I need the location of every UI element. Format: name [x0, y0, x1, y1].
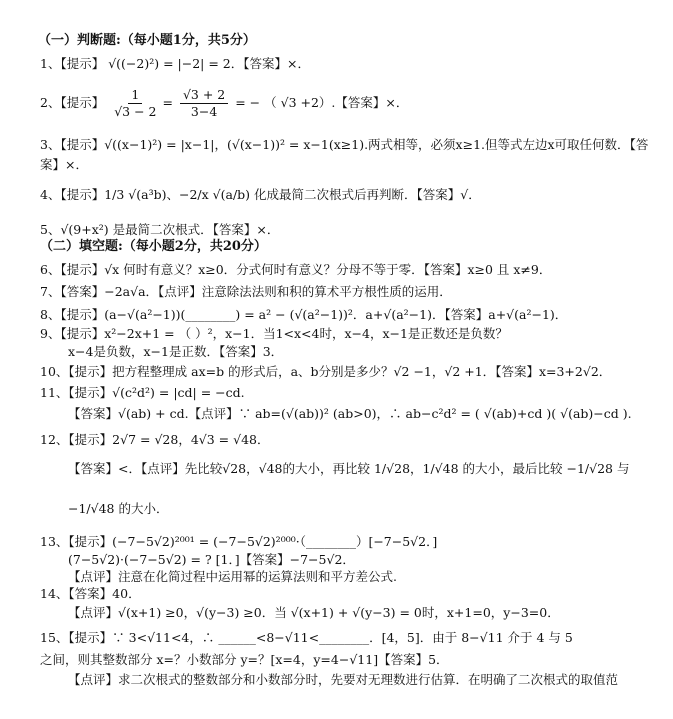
answer-value: √(ab) + cd. — [118, 406, 189, 421]
answer-label: 【答案】 — [218, 344, 263, 359]
q-number: 3、 — [40, 137, 61, 152]
fraction — [111, 87, 159, 120]
question-13 — [40, 533, 437, 551]
question-4 — [40, 186, 481, 204]
section-title-judgment: （一）判断题:（每小题1分，共5分） — [38, 33, 256, 48]
q2-rest: = − （ √3 +2）. — [235, 95, 336, 110]
q13-text: (−7−5√2)²⁰⁰¹ = (−7−5√2)²⁰⁰⁰·（________）[−7−5√2．] — [112, 534, 438, 549]
answer-value: −2a√a． — [104, 284, 159, 299]
comment-label: 【点评】 — [141, 461, 185, 476]
hint-label: 【提示】 — [60, 95, 105, 110]
q-number: 6、 — [40, 262, 61, 277]
answer-value: ×． — [385, 95, 409, 110]
answer-value: <． — [118, 461, 141, 476]
question-1 — [40, 55, 310, 73]
q6-text: √x 何时有意义？x≥0．分式何时有意义？分母不等于零． — [104, 262, 424, 277]
q15-text: ∵ 3<√11<4，∴ ______<8−√11<________．[4，5]．由于 8−√11 介于 4 与 5 — [112, 630, 573, 645]
q-number: 5、 — [40, 222, 61, 237]
answer-value: a+√(a²−1)． — [488, 307, 568, 322]
q3-text: √((x−1)²) = |x−1|，(√(x−1))² = x−1(x≥1).两式相等，必须x≥1.但等式左边x可取任何数． — [104, 137, 630, 152]
question-10 — [40, 363, 611, 381]
hint-label: 【提示】 — [68, 432, 113, 447]
question-7 — [40, 283, 452, 301]
answer-value: −7−5√2． — [289, 552, 355, 567]
q-number: 13、 — [40, 534, 69, 549]
question-12 — [40, 431, 270, 449]
hint-label: 【提示】 — [60, 307, 105, 322]
numerator: √3 + 2 — [180, 87, 228, 104]
answer-label: 【答案】 — [444, 307, 489, 322]
answer-label: 【答案】 — [239, 552, 290, 567]
answer-value: 5． — [428, 652, 449, 667]
answer-label: 【答案】 — [423, 262, 468, 277]
answer-label: 【答案】 — [416, 187, 461, 202]
answer-label: 【答案】 — [68, 461, 119, 476]
answer-label: 【答案】 — [68, 406, 119, 421]
hint-label: 【提示】 — [68, 364, 113, 379]
q-number: 8、 — [40, 307, 61, 322]
answer-label: 【答案】 — [212, 222, 257, 237]
comment-text: ∵ ab=(√(ab))² (ab>0)，∴ ab−c²d² = ( √(ab)+cd )( √(ab)−cd ). — [238, 406, 632, 421]
answer-value: ×． — [287, 56, 311, 71]
question-8 — [40, 306, 567, 324]
answer-label: 【答案】 — [335, 95, 386, 110]
q-number: 14、 — [40, 586, 69, 601]
hint-label: 【提示】 — [68, 534, 113, 549]
denominator: 3−4 — [190, 104, 218, 119]
question-11 — [40, 384, 245, 402]
answer-value: √． — [460, 187, 481, 202]
q10-text: 把方程整理成 ax=b 的形式后，a、b分别是多少？√2 −1，√2 +1． — [112, 364, 496, 379]
q15-text2: 之间，则其整数部分 x=？小数部分 y=？[x=4，y=4−√11] — [40, 652, 379, 667]
q8-text: (a−√(a²−1))(________) = a² − (√(a²−1))²．a+√(a²−1)． — [104, 307, 445, 322]
hint-label: 【提示】 — [60, 262, 105, 277]
q-number: 10、 — [40, 364, 69, 379]
q-number: 1、 — [40, 56, 61, 71]
answer-value: x≥0 且 x≠9． — [467, 262, 552, 277]
question-3 — [40, 136, 648, 154]
hint-label: 【提示】 — [68, 385, 113, 400]
question-3-cont: 案】×． — [40, 157, 88, 172]
q9-text2: x−4是负数，x−1是正数． — [68, 344, 219, 359]
question-12-cont — [68, 460, 629, 478]
answer-label: 【答案】 — [495, 364, 539, 379]
question-13-cont — [68, 551, 355, 569]
hint-label: 【提示】 — [68, 630, 113, 645]
denominator: √3 − 2 — [114, 104, 157, 119]
section-title-fill-blank: （二）填空题:（每小题2分，共20分） — [40, 239, 267, 254]
q-number: 15、 — [40, 630, 69, 645]
comment-text: 求二次根式的整数部分和小数部分时，先要对无理数进行估算．在明确了二次根式的取值范 — [118, 672, 619, 687]
question-14 — [40, 585, 141, 603]
question-5 — [40, 221, 279, 239]
question-15-cont — [40, 651, 449, 669]
comment-label: 【点评】 — [188, 406, 239, 421]
comment-text: 注意在化简过程中运用幂的运算法则和平方差公式. — [118, 569, 397, 584]
q11-text: √(c²d²) = |cd| = −cd. — [112, 385, 245, 400]
question-14-comment — [68, 604, 560, 622]
question-15 — [40, 629, 573, 647]
hint-label: 【提示】 — [60, 326, 105, 341]
q-number: 7、 — [40, 284, 61, 299]
answer-label: 【答案】 — [68, 586, 113, 601]
question-12-cont2: −1/√48 的大小． — [68, 501, 169, 516]
comment-label: 【点评】 — [68, 605, 119, 620]
q4-text: 1/3 √(a³b)、−2/x √(a/b) 化成最简二次根式后再判断． — [104, 187, 417, 202]
question-6 — [40, 261, 551, 279]
question-13-comment — [68, 568, 397, 586]
comment-label: 【点评】 — [68, 569, 119, 584]
q-number: 9、 — [40, 326, 61, 341]
question-15-comment — [68, 671, 618, 689]
answer-value: 40． — [112, 586, 141, 601]
comment-label: 【点评】 — [158, 284, 202, 299]
question-2: 2、【提示】 $\frac{1}{√3 - 2}$ = $\frac{√3 + 2}{3-4}$ = − （ √3 +2）.【答案】×． — [40, 87, 409, 119]
answer-value: 3． — [262, 344, 284, 359]
answer-value: ×． — [256, 222, 280, 237]
q12-text: 2√7 = √28，4√3 = √48． — [112, 432, 270, 447]
answer-label: 【答案】 — [378, 652, 429, 667]
q-number: 11、 — [40, 385, 69, 400]
q-number: 2、 — [40, 95, 61, 110]
fraction — [180, 87, 228, 120]
hint-label: 【提示】 — [60, 56, 105, 71]
comment-text: 注意除法法则和积的算术平方根性质的运用． — [201, 284, 452, 299]
q9-text: x²−2x+1 = （ ）²，x−1．当1<x<4时，x−4，x−1是正数还是负数？ — [104, 326, 508, 341]
question-9-cont — [68, 343, 283, 361]
numerator: 1 — [128, 87, 142, 104]
comment-text: √(x+1) ≥0，√(y−3) ≥0．当 √(x+1) + √(y−3) = 0时，x+1=0，y−3=0． — [118, 605, 560, 620]
q-number: 4、 — [40, 187, 61, 202]
answer-label-start: 【答 — [629, 137, 649, 152]
q5-text: √(9+x²) 是最简二次根式． — [60, 222, 213, 237]
answer-value: x=3+2√2． — [538, 364, 612, 379]
q-number: 12、 — [40, 432, 69, 447]
comment-label: 【点评】 — [68, 672, 119, 687]
answer-label: 【答案】 — [60, 284, 105, 299]
q1-expression: √((−2)²) = |−2| = 2． — [108, 56, 244, 71]
answer-label: 【答案】 — [243, 56, 288, 71]
question-9 — [40, 325, 508, 343]
hint-label: 【提示】 — [60, 137, 105, 152]
question-11-cont — [68, 405, 632, 423]
hint-label: 【提示】 — [60, 187, 105, 202]
q13-text2: (7−5√2)·(−7−5√2) = ? [1．] — [68, 552, 240, 567]
comment-text: 先比较√28，√48的大小，再比较 1/√28，1/√48 的大小，最后比较 −1/√28 与 — [184, 461, 630, 476]
